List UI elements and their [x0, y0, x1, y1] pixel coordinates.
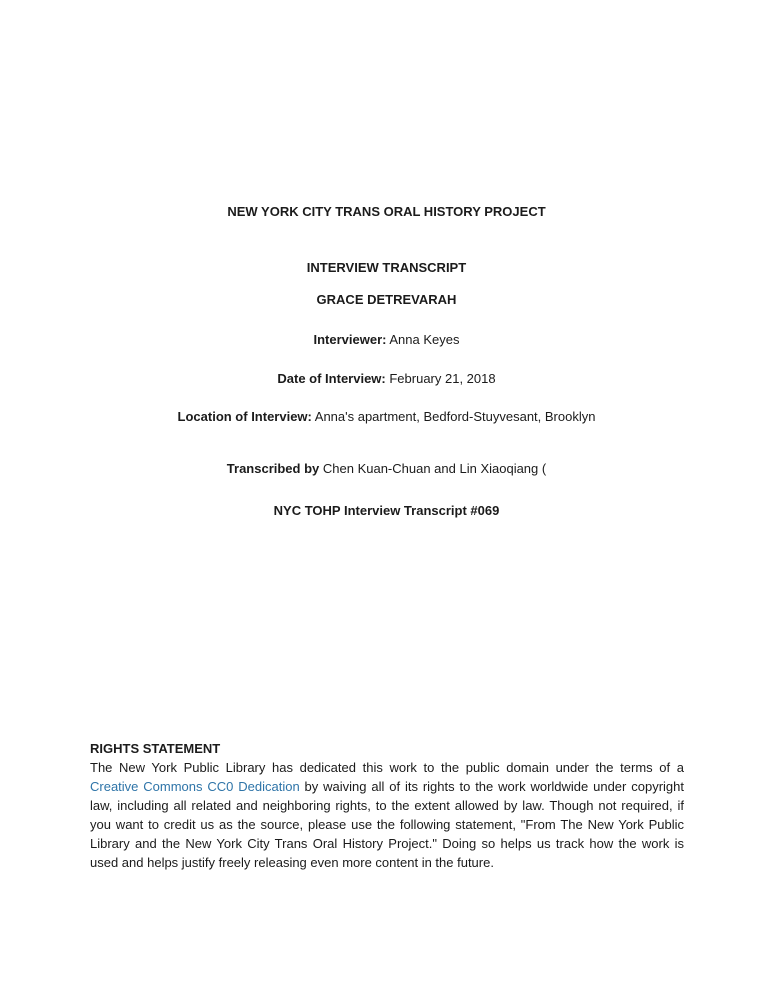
rights-text-after-link: by waiving all of its rights to the work worldwide under copyright law, including all related and neighboring rights, to the extent allowed by law. Though not required, if you want to credit us as the source, please use the following statement, "From The New York Public Library and the New York City Trans Oral History Project." Doing so helps us track how the work is used and helps justify freely releasing even more content in the future.: [90, 779, 684, 870]
rights-statement-section: [90, 739, 684, 872]
rights-text-before-link: The New York Public Library has dedicated this work to the public domain under the terms of a: [90, 760, 684, 775]
location-of-interview-value: Anna's apartment, Bedford-Stuyvesant, Brooklyn: [311, 409, 596, 424]
project-title: NEW YORK CITY TRANS ORAL HISTORY PROJECT: [227, 204, 546, 219]
transcribed-by-value: Chen Kuan-Chuan and Lin Xiaoqiang (: [319, 461, 547, 476]
location-of-interview-label: Location of Interview:: [177, 409, 312, 424]
interviewer-line: [0, 330, 773, 349]
interviewer-value: Anna Keyes: [386, 332, 460, 347]
interviewer-label: Interviewer:: [313, 332, 387, 347]
rights-statement-heading: RIGHTS STATEMENT: [90, 741, 221, 756]
date-of-interview-line: [0, 369, 773, 388]
transcript-number: NYC TOHP Interview Transcript #069: [273, 503, 500, 518]
transcribed-by-label: Transcribed by: [226, 461, 320, 476]
transcribed-by-line: [0, 459, 773, 478]
date-of-interview-value: February 21, 2018: [385, 371, 496, 386]
interviewee-name: GRACE DETREVARAH: [316, 292, 457, 307]
cc0-dedication-link[interactable]: Creative Commons CC0 Dedication: [90, 779, 300, 794]
rights-statement-paragraph: [90, 758, 684, 872]
date-of-interview-label: Date of Interview:: [277, 371, 386, 386]
location-of-interview-line: [0, 407, 773, 426]
subtitle-interview-transcript: INTERVIEW TRANSCRIPT: [306, 260, 467, 275]
